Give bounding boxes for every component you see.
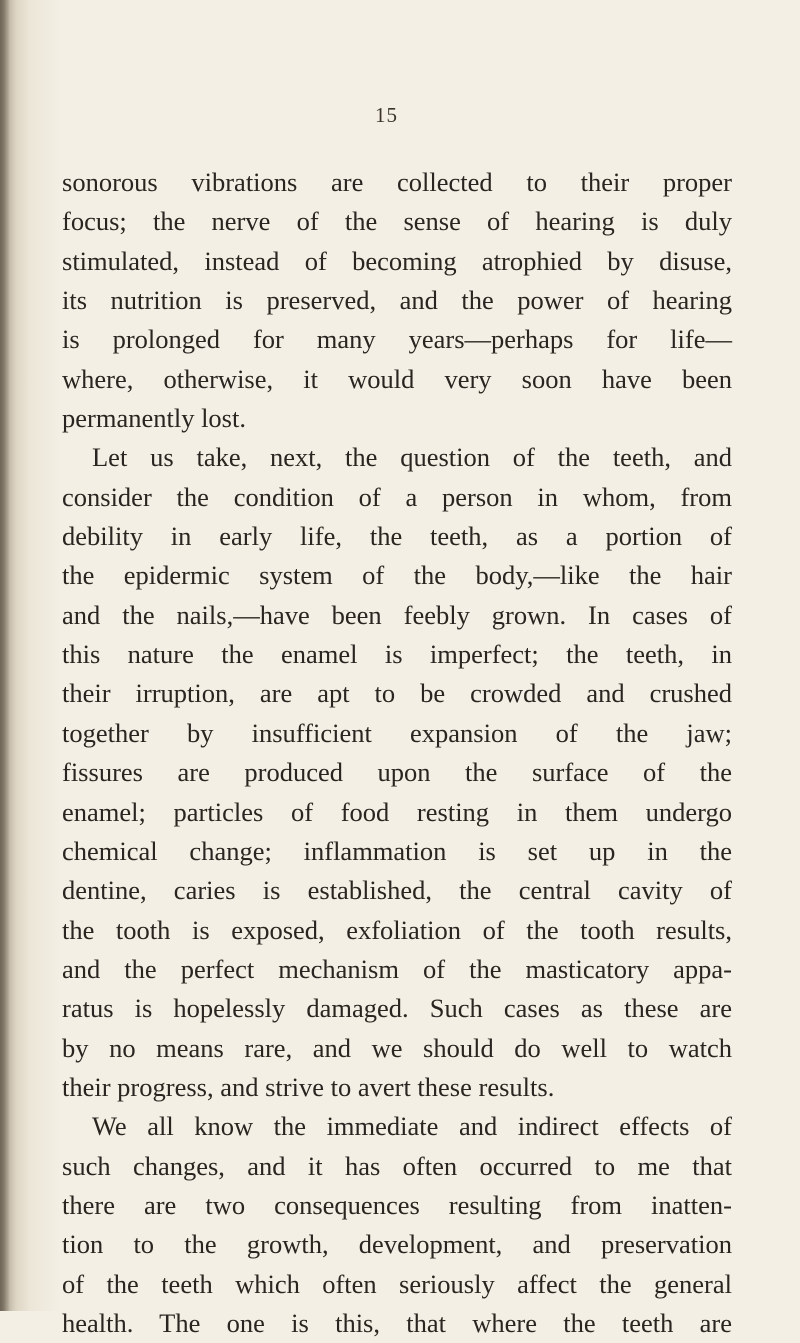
text-line: is prolonged for many years—perhaps for life—	[62, 324, 732, 355]
text-line: enamel; particles of food resting in them undergo	[62, 796, 732, 827]
text-line: chemical change; inflammation is set up in the	[62, 835, 732, 866]
text-line: debility in early life, the teeth, as a portion of	[62, 521, 732, 552]
text-line: consider the condition of a person in whom, from	[62, 481, 732, 512]
text-line: there are two consequences resulting from inatten-	[62, 1189, 732, 1220]
text-line: such changes, and it has often occurred to me that	[62, 1150, 732, 1181]
text-line: their progress, and strive to avert these results.	[62, 1071, 555, 1102]
text-line: sonorous vibrations are collected to their proper	[62, 167, 732, 197]
text-line: focus; the nerve of the sense of hearing is duly	[62, 206, 732, 237]
text-line: tion to the growth, development, and preservation	[62, 1229, 732, 1260]
text-line: the tooth is exposed, exfoliation of the tooth results,	[62, 914, 732, 945]
text-line: permanently lost.	[62, 403, 246, 434]
text-line: and the nails,—have been feebly grown. In cases of	[62, 599, 732, 630]
text-line: together by insufficient expansion of the jaw;	[62, 717, 732, 748]
text-line: stimulated, instead of becoming atrophied by disuse,	[62, 245, 732, 276]
paragraph-start-line: We all know the immediate and indirect effects of	[92, 1111, 732, 1142]
text-line: fissures are produced upon the surface of the	[62, 757, 732, 788]
text-line: their irruption, are apt to be crowded and crushed	[62, 678, 732, 709]
page-number: 15	[375, 103, 398, 127]
paragraph-start-line: Let us take, next, the question of the teeth, and	[92, 442, 732, 473]
body-text	[62, 163, 732, 1343]
text-line: and the perfect mechanism of the masticatory appa-	[62, 953, 732, 984]
text-line: its nutrition is preserved, and the power of hearing	[62, 285, 732, 316]
text-line: dentine, caries is established, the central cavity of	[62, 875, 732, 906]
text-line: by no means rare, and we should do well to watch	[62, 1032, 732, 1063]
text-line: health. The one is this, that where the teeth are	[62, 1307, 732, 1338]
binding-gutter-shadow	[0, 0, 10, 1311]
text-line: ratus is hopelessly damaged. Such cases as these are	[62, 993, 732, 1024]
text-line: where, otherwise, it would very soon have been	[62, 363, 732, 394]
text-line: of the teeth which often seriously affect the general	[62, 1268, 732, 1299]
text-line: this nature the enamel is imperfect; the teeth, in	[62, 639, 732, 670]
text-line: the epidermic system of the body,—like the hair	[62, 560, 732, 591]
